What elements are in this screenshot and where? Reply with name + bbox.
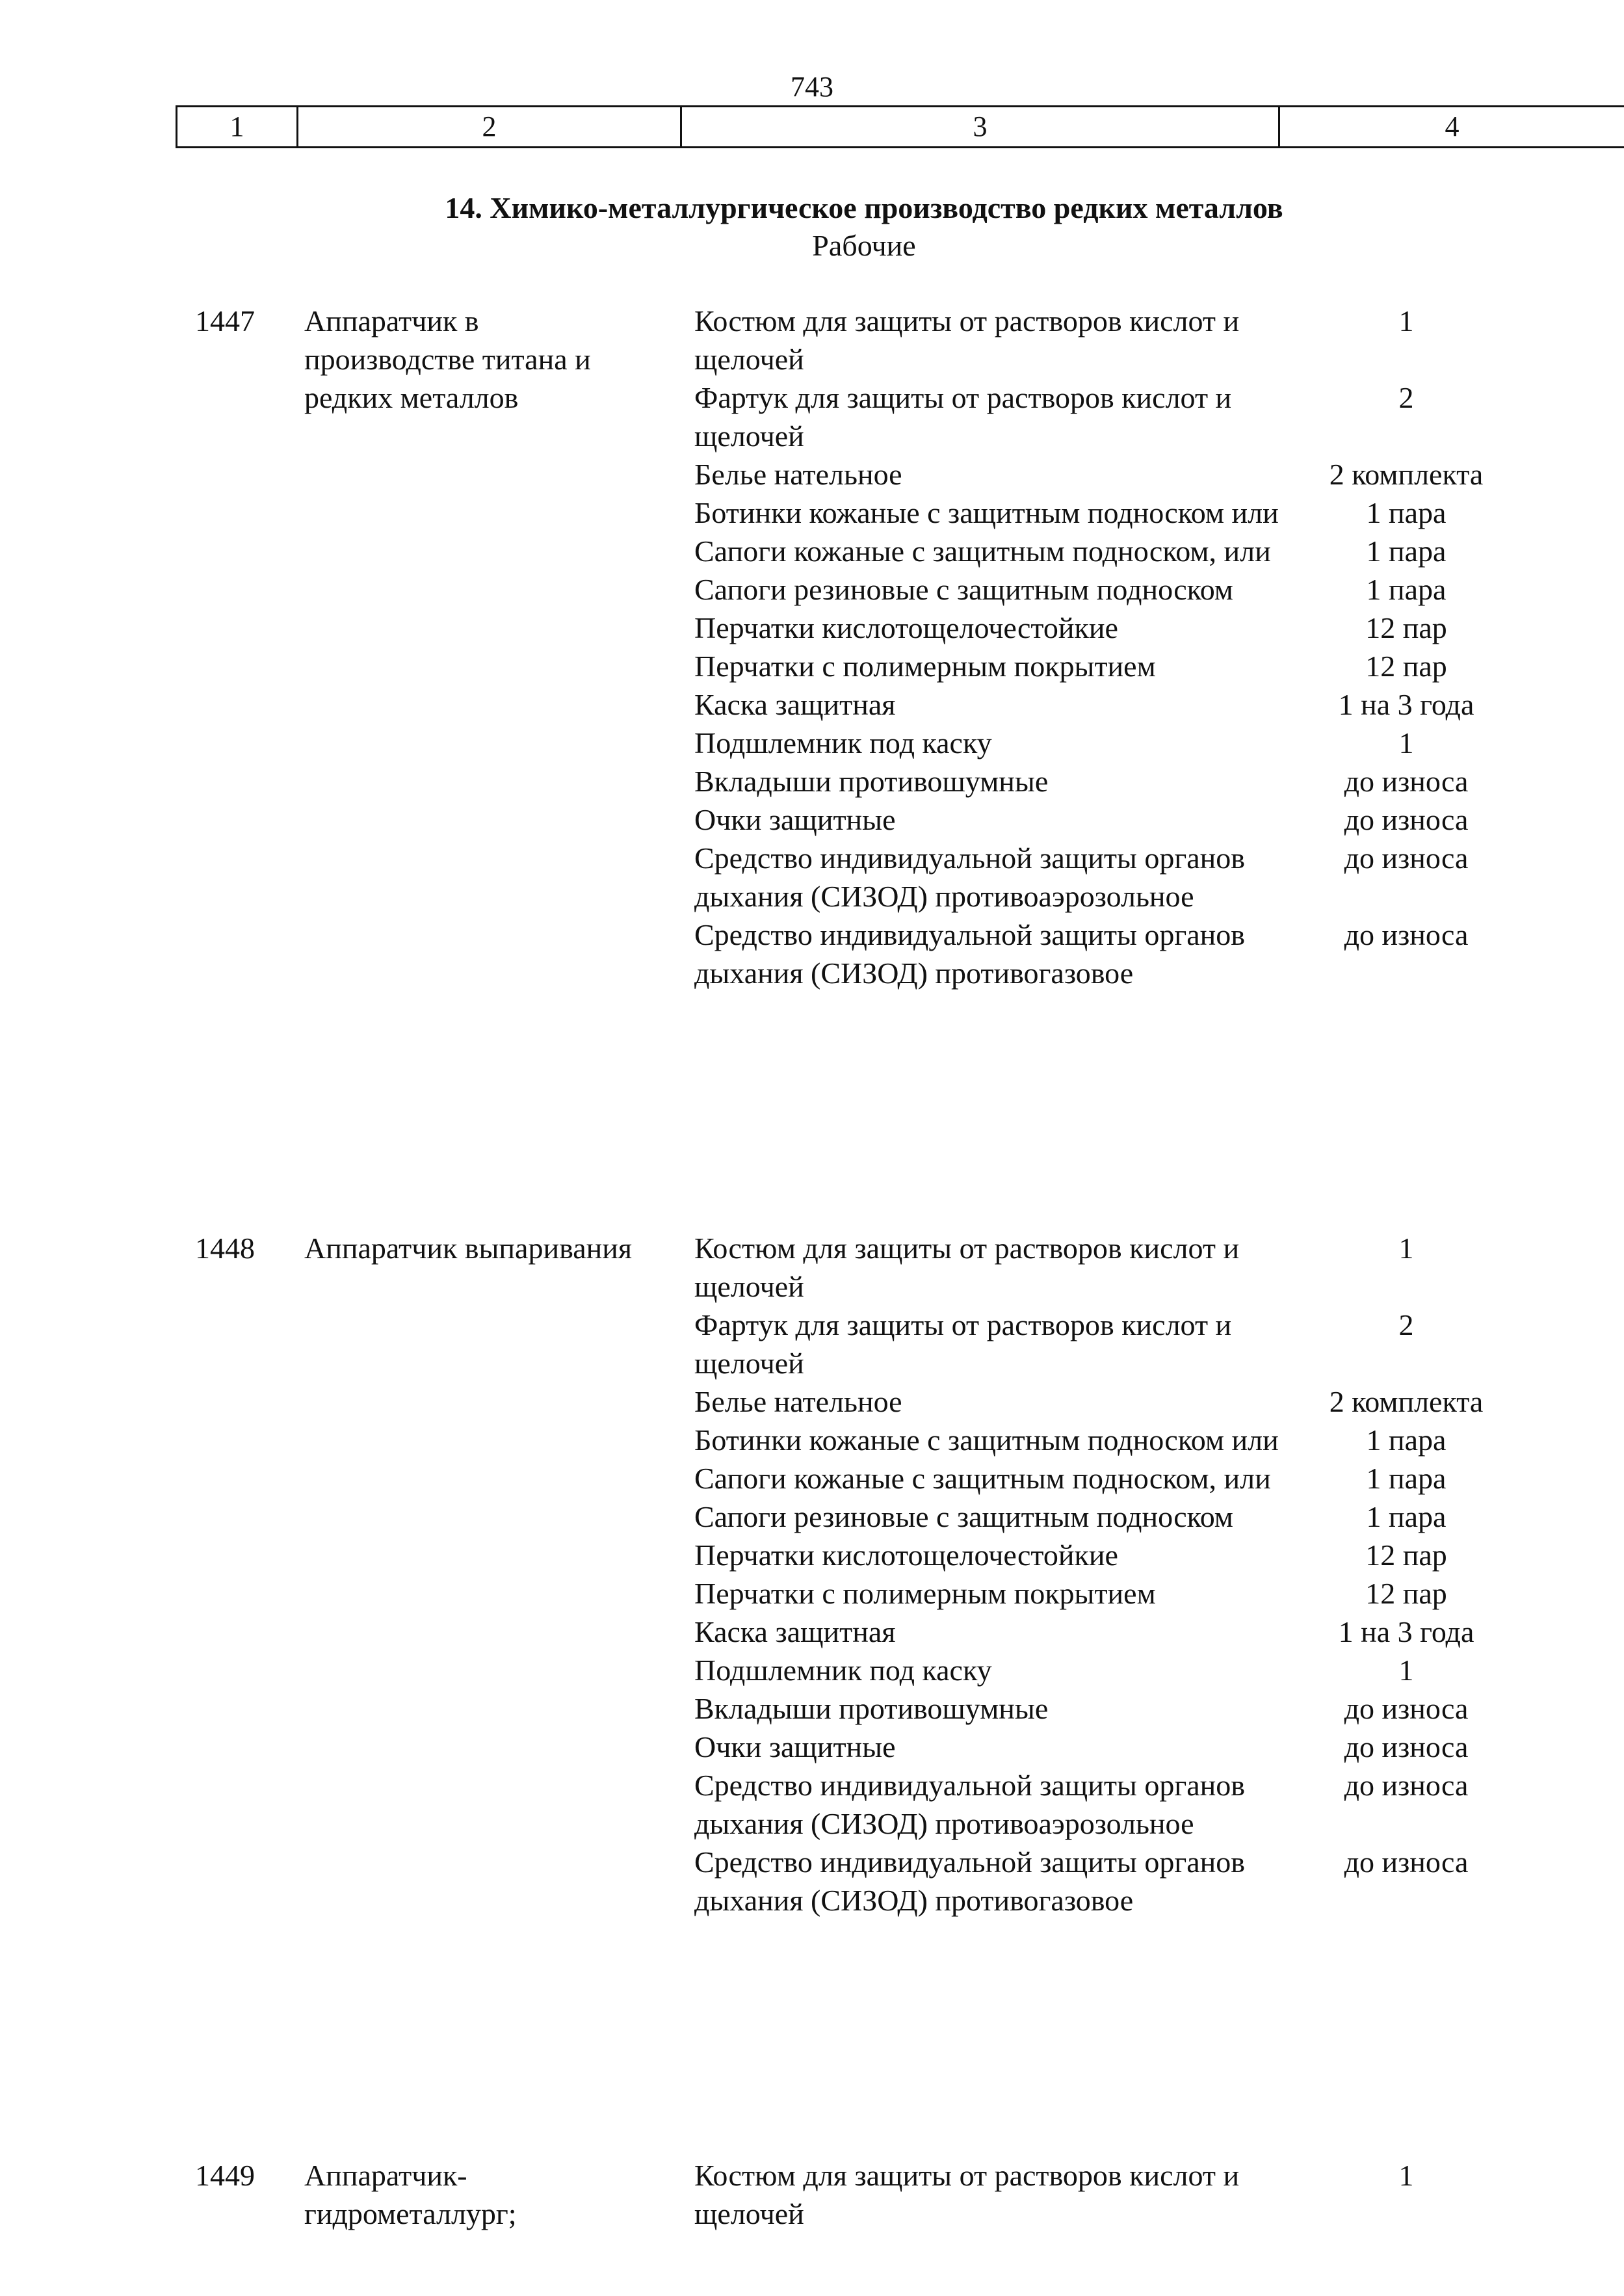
item-name: Средство индивидуальной защиты органов дыхания (СИЗОД) противоаэрозольное <box>694 1769 1245 1840</box>
item-name: Костюм для защиты от растворов кислот и щелочей <box>694 304 1240 376</box>
item-name: Перчатки с полимерным покрытием <box>694 650 1156 683</box>
list-item <box>694 800 1533 839</box>
item-name: Белье нательное <box>694 458 902 491</box>
item-quantity: 1 на 3 года <box>1338 688 1474 721</box>
entry-number: 1447 <box>195 304 255 337</box>
list-item <box>694 570 1533 609</box>
item-quantity: 2 <box>1398 1308 1414 1341</box>
item-name: Сапоги резиновые с защитным подноском <box>694 1500 1233 1533</box>
item-name: Вкладыши противошумные <box>694 765 1049 798</box>
item-quantity: до износа <box>1344 918 1469 951</box>
item-quantity: 1 на 3 года <box>1338 1615 1474 1648</box>
entry-occupation: Аппаратчик в производстве титана и редких металлов <box>304 304 591 414</box>
item-name: Каска защитная <box>694 1615 896 1648</box>
item-name: Перчатки кислотощелочестойкие <box>694 611 1118 644</box>
protective-items-list <box>694 2156 1533 2233</box>
item-quantity: 1 <box>1398 1232 1414 1265</box>
list-item <box>694 532 1533 570</box>
item-name: Подшлемник под каску <box>694 1654 992 1687</box>
item-quantity: 1 <box>1398 2159 1414 2192</box>
item-name: Очки защитные <box>694 1730 896 1763</box>
page-number: 743 <box>791 71 833 103</box>
entry-number: 1449 <box>195 2159 255 2192</box>
list-item <box>694 685 1533 724</box>
column-header-2: 2 <box>296 107 680 146</box>
item-quantity: до износа <box>1344 1692 1469 1725</box>
list-item <box>694 1728 1533 1766</box>
list-item <box>694 1651 1533 1689</box>
item-name: Белье нательное <box>694 1385 902 1418</box>
item-quantity: до износа <box>1344 1769 1469 1802</box>
list-item <box>694 2156 1533 2233</box>
item-name: Фартук для защиты от растворов кислот и щелочей <box>694 381 1232 453</box>
item-quantity: до износа <box>1344 1730 1469 1763</box>
list-item <box>694 724 1533 762</box>
protective-items-list <box>694 302 1533 992</box>
list-item <box>694 1459 1533 1498</box>
item-quantity: 1 пара <box>1366 1423 1447 1457</box>
list-item <box>694 1536 1533 1574</box>
list-item <box>694 1421 1533 1459</box>
item-quantity: 12 пар <box>1365 1538 1447 1572</box>
list-item <box>694 494 1533 532</box>
list-item <box>694 1574 1533 1613</box>
section-subtitle: Рабочие <box>812 229 916 262</box>
item-name: Сапоги кожаные с защитным подноском, или <box>694 1462 1271 1495</box>
item-quantity: 1 <box>1398 304 1414 337</box>
list-item <box>694 839 1533 916</box>
entry-occupation: Аппаратчик выпаривания <box>304 1232 633 1265</box>
column-header-3: 3 <box>680 107 1278 146</box>
list-item <box>694 1689 1533 1728</box>
item-name: Очки защитные <box>694 803 896 836</box>
item-quantity: 1 <box>1398 726 1414 759</box>
item-quantity: 1 пара <box>1366 1500 1447 1533</box>
item-quantity: 1 пара <box>1366 573 1447 606</box>
list-item <box>694 1843 1533 1920</box>
item-name: Подшлемник под каску <box>694 726 992 759</box>
item-quantity: 1 <box>1398 1654 1414 1687</box>
list-item <box>694 1306 1533 1382</box>
list-item <box>694 1766 1533 1843</box>
list-item <box>694 378 1533 455</box>
column-header-4: 4 <box>1278 107 1624 146</box>
item-name: Средство индивидуальной защиты органов дыхания (СИЗОД) противоаэрозольное <box>694 841 1245 913</box>
item-quantity: 2 комплекта <box>1329 1385 1484 1418</box>
item-name: Перчатки с полимерным покрытием <box>694 1577 1156 1610</box>
list-item <box>694 647 1533 685</box>
list-item <box>694 1229 1533 1306</box>
item-name: Средство индивидуальной защиты органов дыхания (СИЗОД) противогазовое <box>694 1845 1245 1917</box>
list-item <box>694 916 1533 992</box>
item-name: Сапоги кожаные с защитным подноском, или <box>694 534 1271 568</box>
item-name: Костюм для защиты от растворов кислот и щелочей <box>694 2159 1240 2230</box>
item-name: Сапоги резиновые с защитным подноском <box>694 573 1233 606</box>
section-title: 14. Химико-металлургическое производство редких металлов <box>445 191 1283 224</box>
item-name: Перчатки кислотощелочестойкие <box>694 1538 1118 1572</box>
entry-occupation: Аппаратчик-гидрометаллург; <box>304 2159 517 2230</box>
list-item <box>694 302 1533 378</box>
list-item <box>694 762 1533 800</box>
item-quantity: 1 пара <box>1366 534 1447 568</box>
entry-number: 1448 <box>195 1232 255 1265</box>
item-quantity: 12 пар <box>1365 650 1447 683</box>
item-quantity: 2 комплекта <box>1329 458 1484 491</box>
item-quantity: 12 пар <box>1365 611 1447 644</box>
item-name: Фартук для защиты от растворов кислот и щелочей <box>694 1308 1232 1380</box>
item-name: Вкладыши противошумные <box>694 1692 1049 1725</box>
list-item <box>694 609 1533 647</box>
item-name: Ботинки кожаные с защитным подноском или <box>694 1423 1279 1457</box>
item-name: Каска защитная <box>694 688 896 721</box>
column-header-1: 1 <box>229 111 244 142</box>
item-name: Костюм для защиты от растворов кислот и щелочей <box>694 1232 1240 1303</box>
item-quantity: до износа <box>1344 765 1469 798</box>
item-name: Средство индивидуальной защиты органов дыхания (СИЗОД) противогазовое <box>694 918 1245 990</box>
item-quantity: 2 <box>1398 381 1414 414</box>
list-item <box>694 1498 1533 1536</box>
item-quantity: 12 пар <box>1365 1577 1447 1610</box>
list-item <box>694 455 1533 494</box>
item-quantity: 1 пара <box>1366 1462 1447 1495</box>
item-quantity: до износа <box>1344 803 1469 836</box>
list-item <box>694 1613 1533 1651</box>
item-quantity: до износа <box>1344 1845 1469 1879</box>
item-name: Ботинки кожаные с защитным подноском или <box>694 496 1279 529</box>
list-item <box>694 1382 1533 1421</box>
column-header-row <box>176 105 1624 148</box>
item-quantity: 1 пара <box>1366 496 1447 529</box>
protective-items-list <box>694 1229 1533 1920</box>
item-quantity: до износа <box>1344 841 1469 875</box>
